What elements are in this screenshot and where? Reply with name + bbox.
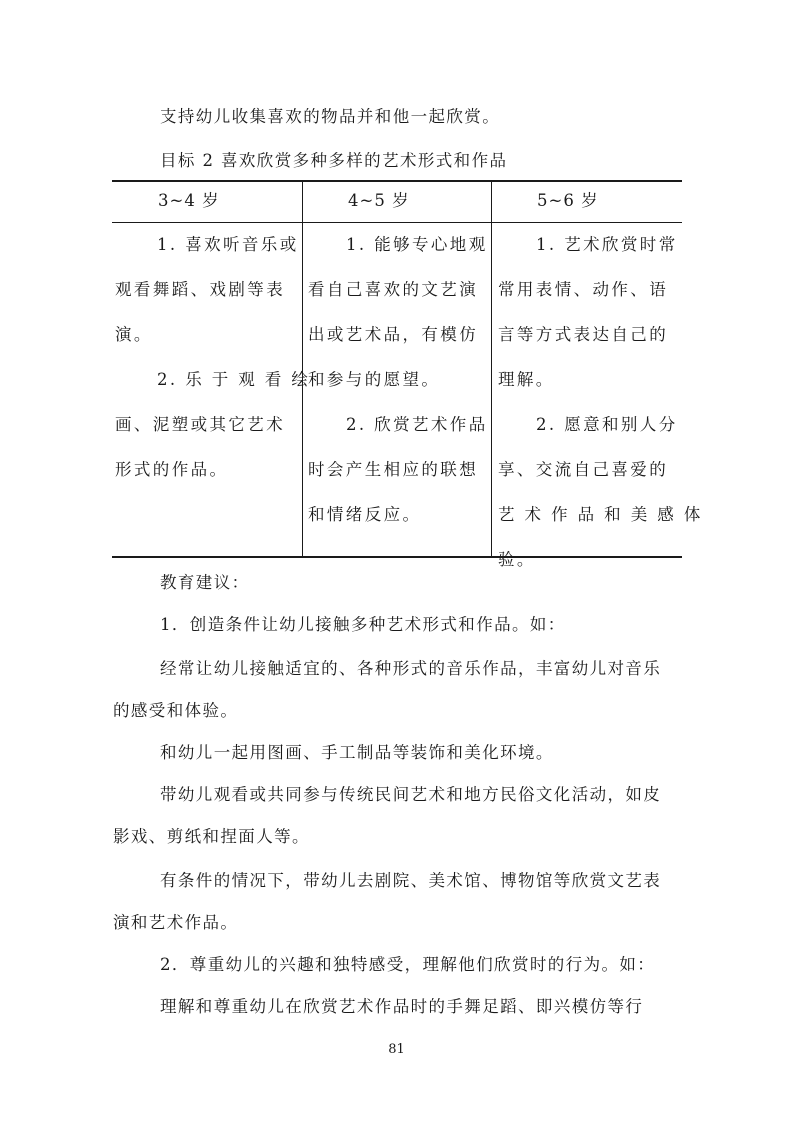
table-header-age-3-4: 3~4 岁 [158,191,220,210]
table-column-divider [491,181,492,557]
cell-line: 1. 能够专心地观 [346,235,488,254]
paragraph-line: 带幼儿观看或共同参与传统民间艺术和地方民俗文化活动，如皮 [160,785,662,804]
paragraph-line: 经常让幼儿接触适宜的、各种形式的音乐作品，丰富幼儿对音乐 [160,659,662,678]
paragraph-line: 2．尊重幼儿的兴趣和独特感受，理解他们欣赏时的行为。如： [160,955,656,974]
cell-line: 演。 [115,325,153,344]
paragraph-line: 理解和尊重幼儿在欣赏艺术作品时的手舞足蹈、即兴模仿等行 [160,997,644,1016]
cell-line: 画、泥塑或其它艺术 [115,415,286,434]
cell-line: 时会产生相应的联想 [308,460,479,479]
cell-line: 言等方式表达自己的 [498,325,669,344]
section-heading: 教育建议： [160,573,250,592]
cell-line: 形式的作品。 [115,460,229,479]
table-header-age-5-6: 5~6 岁 [537,191,599,210]
cell-line: 2. 欣赏艺术作品 [346,415,488,434]
cell-line: 常用表情、动作、语 [498,280,669,299]
goal-title: 目标 2 喜欢欣赏多种多样的艺术形式和作品 [160,151,508,170]
cell-line: 2. 乐 于 观 看 绘 [157,370,311,389]
table-cell-age-5-6 [498,234,703,594]
cell-line: 和参与的愿望。 [308,370,441,389]
table-top-rule [112,180,682,182]
cell-line: 2. 愿意和别人分 [536,415,678,434]
paragraph-line: 1．创造条件让幼儿接触多种艺术形式和作品。如： [160,615,566,634]
cell-line: 1. 艺术欣赏时常 [536,235,678,254]
paragraph-line: 演和艺术作品。 [113,913,239,932]
table-cell-age-4-5 [308,234,488,549]
cell-line: 艺 术 作 品 和 美 感 体 [498,505,703,524]
page-number: 81 [388,1042,405,1057]
cell-line: 观看舞蹈、戏剧等表 [115,280,286,299]
cell-line: 和情绪反应。 [308,505,422,524]
cell-line: 验。 [498,550,536,569]
intro-line: 支持幼儿收集喜欢的物品并和他一起欣赏。 [160,107,501,126]
cell-line: 1. 喜欢听音乐或 [157,235,299,254]
cell-line: 看自己喜欢的文艺演 [308,280,479,299]
table-header-age-4-5: 4~5 岁 [348,191,410,210]
paragraph-line: 的感受和体验。 [113,701,239,720]
cell-line: 享、交流自己喜爱的 [498,460,669,479]
table-header-rule [112,222,682,223]
cell-line: 理解。 [498,370,555,389]
paragraph-line: 有条件的情况下，带幼儿去剧院、美术馆、博物馆等欣赏文艺表 [160,871,662,890]
paragraph-line: 和幼儿一起用图画、手工制品等装饰和美化环境。 [160,743,554,762]
cell-line: 出或艺术品，有模仿 [308,325,479,344]
paragraph-line: 影戏、剪纸和捏面人等。 [113,827,310,846]
table-cell-age-3-4 [115,234,310,504]
